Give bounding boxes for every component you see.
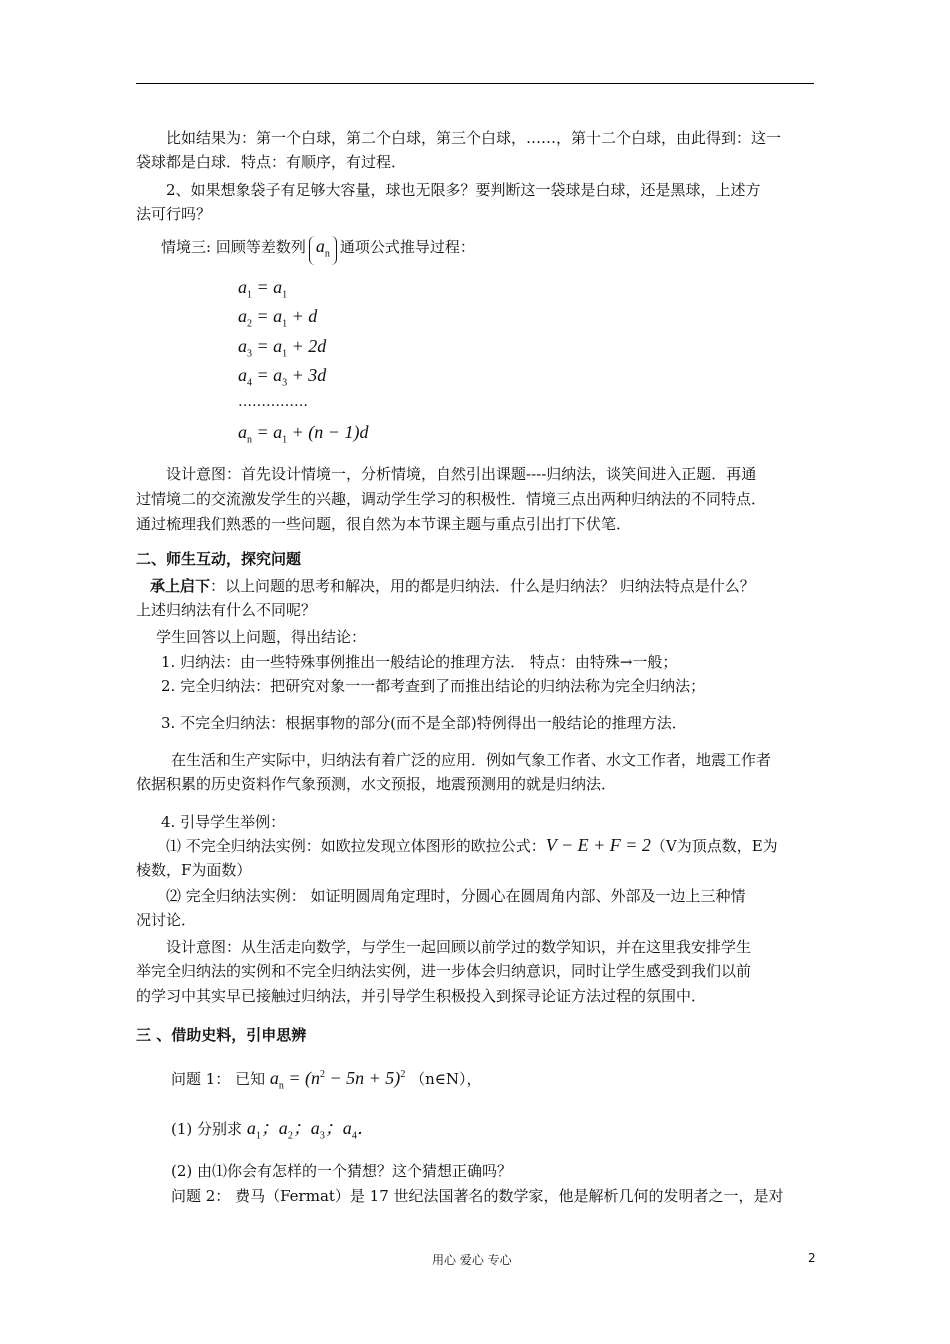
- paragraph-line: 袋球都是白球．特点：有顺序，有过程．: [136, 153, 407, 171]
- equation-3: $a_3 = a_1 + 2d$: [238, 336, 327, 360]
- equation-4: $a_4 = a_3 + 3d$: [238, 365, 327, 389]
- example-text: ⑴ 不完全归纳法实例：如欧拉发现立体图形的欧拉公式：: [166, 837, 546, 855]
- paragraph-line: 依据积累的历史资料作气象预测，水文预报，地震预测用的就是归纳法．: [136, 775, 617, 793]
- problem-text: （n∈N），: [410, 1070, 482, 1088]
- paragraph-line: 的学习中其实早已接触过归纳法，并引导学生积极投入到探寻论证方法过程的氛围中．: [136, 987, 707, 1005]
- list-item: 2. 完全归纳法：把研究对象一一都考查到了而推出结论的归纳法称为完全归纳法；: [161, 677, 706, 695]
- paragraph-line: 2、如果想象袋子有足够大容量，球也无限多？要判断这一袋球是白球，还是黑球，上述方: [166, 181, 761, 199]
- bold-lead: 承上启下: [150, 577, 211, 595]
- equation-ellipsis: ……………: [238, 394, 308, 410]
- sequence-symbol: $a_n$: [309, 236, 337, 265]
- list-item: 3. 不完全归纳法：根据事物的部分(而不是全部)特例得出一般结论的推理方法．: [161, 714, 687, 732]
- problem-1-line: [171, 1065, 481, 1097]
- paragraph-line: 通过梳理我们熟悉的一些问题，很自然为本节课主题与重点引出打下伏笔．: [136, 515, 632, 533]
- footer-motto: 用心 爱心 专心: [432, 1253, 512, 1267]
- paragraph-line: 问题 2： 费马（Fermat）是 17 世纪法国著名的数学家，他是解析几何的发明者之一，是对: [171, 1187, 784, 1205]
- equation-n: $a_n = a_1 + (n - 1)d$: [238, 422, 369, 446]
- paragraph-line: 过情境二的交流激发学生的兴趣，调动学生学习的积极性．情境三点出两种归纳法的不同特点．: [136, 490, 767, 508]
- paragraph-line: 棱数，F为面数）: [136, 861, 252, 879]
- paragraph-text: ：以上问题的思考和解决，用的都是归纳法．什么是归纳法？ 归纳法特点是什么？: [210, 577, 755, 595]
- equation-2: $a_2 = a_1 + d$: [238, 306, 318, 330]
- scenario-three-suffix: 通项公式推导过程：: [339, 238, 475, 256]
- problem-1a-line: [171, 1118, 375, 1147]
- euler-formula: V − E + F = 2: [545, 835, 651, 855]
- paragraph-line: 设计意图：从生活走向数学，与学生一起回顾以前学过的数学知识，并在这里我安排学生: [166, 938, 752, 956]
- terms-list: $a_1$；$a_2$；$a_3$；$a_4$．: [246, 1118, 375, 1142]
- paragraph-line: 设计意图：首先设计情境一，分析情境，自然引出课题----归纳法，谈笑间进入正题．再通: [166, 465, 757, 483]
- example-line: [166, 835, 778, 856]
- list-item: 4. 引导学生举例：: [161, 813, 286, 831]
- problem-text: 问题 1： 已知: [171, 1070, 266, 1088]
- paragraph-line: ⑵ 完全归纳法实例： 如证明圆周角定理时，分圆心在圆周角内部、外部及一边上三种情: [166, 887, 746, 905]
- paragraph-line: 法可行吗？: [136, 205, 212, 223]
- paragraph-line: (2) 由⑴你会有怎样的一个猜想？这个猜想正确吗？: [171, 1162, 513, 1180]
- scenario-three-line: [161, 236, 475, 265]
- header-rule: [136, 83, 814, 84]
- paragraph-line: 在生活和生产实际中，归纳法有着广泛的应用．例如气象工作者、水文工作者，地震工作者: [171, 751, 772, 769]
- section-heading-2: 二、师生互动，探究问题: [136, 550, 302, 568]
- example-text: （V为顶点数，E为: [650, 837, 778, 855]
- section-heading-3: 三 、借助史料，引申思辨: [136, 1026, 307, 1044]
- scenario-three-prefix: 情境三: 回顾等差数列: [161, 238, 306, 256]
- sequence-formula: $a_n = (n^2 - 5n + 5)^2$: [269, 1068, 406, 1092]
- paragraph-line: 况讨论．: [136, 911, 197, 929]
- page-number: 2: [808, 1251, 816, 1265]
- paragraph-line: 比如结果为：第一个白球，第二个白球，第三个白球，……，第十二个白球，由此得到：这一: [166, 129, 782, 147]
- equation-1: $a_1 = a_1$: [238, 277, 288, 301]
- paragraph-line: 上述归纳法有什么不同呢？: [136, 601, 317, 619]
- paragraph-line: 学生回答以上问题，得出结论：: [156, 628, 367, 646]
- paragraph-line: 举完全归纳法的实例和不完全归纳法实例，进一步体会归纳意识，同时让学生感受到我们以前: [136, 962, 752, 980]
- paragraph-line: [150, 576, 755, 596]
- problem-text: (1) 分别求: [171, 1120, 243, 1138]
- list-item: 1. 归纳法：由一些特殊事例推出一般结论的推理方法． 特点：由特殊→一般；: [161, 653, 678, 671]
